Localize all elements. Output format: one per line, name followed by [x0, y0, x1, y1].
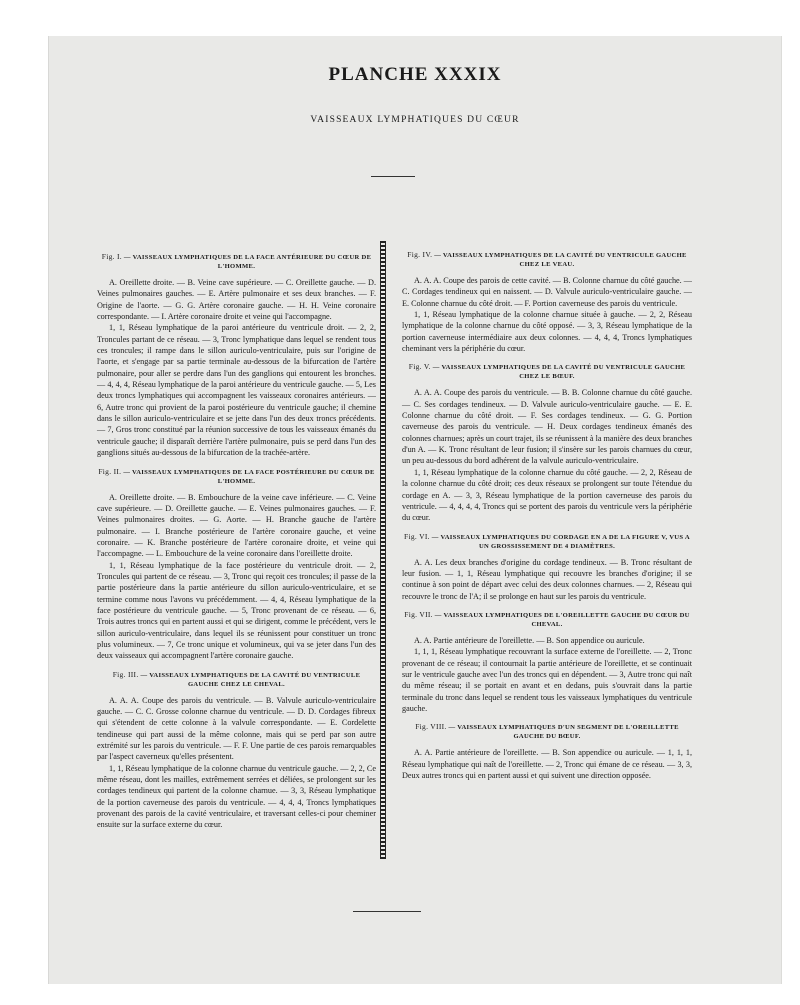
figure-section [97, 670, 376, 831]
figure-section [97, 252, 376, 459]
legend-paragraph: A. A. A. Coupe des parois du ventricule. — B. Valvule auriculo-ventriculaire gauche. — C. C. Grosse colonne charnue du ventricule. — D. D. Cordages fibreux qui s'étendent de cette colonne à la valvule correspondante. — E. Cordelette tendineuse qui part aussi de la même colonne, mais qui se perd par son autre extrémité sur les parois du ventricule. — F. F. Une partie de ces parois remarquables par l'aspect caverneux qu'elles présentent. [97, 695, 376, 762]
figure-title: — VAISSEAUX LYMPHATIQUES DE LA FACE POSTÉRIEURE DU CŒUR DE L'HOMME. [123, 468, 375, 485]
legend-paragraph: 1, 1, Réseau lymphatique de la face postérieure du ventricule droit. — 2, Troncules qui partent de ce réseau. — 3, Tronc qui reçoit ces troncules; il passe de la partie postérieure dans la partie antérieure du sillon auriculo-ventriculaire, et se termine comme nous l'avons vu précédemment. — 4, 4, Réseau lymphatique de la face postérieure du ventricule gauche. — 5, Tronc provenant de ce réseau. — 6, Trois autres troncs qui en partent aussi et qui se dirigent, comme le précédent, vers le sillon auriculo-ventriculaire, dans lequel ils se réunissent pour constituer un tronc plus volumineux. — 7, Ce tronc unique et volumineux, qui va se jeter dans l'un des deux vaisseaux qui accompagnent l'artère coronaire gauche. [97, 560, 376, 661]
figure-title: — VAISSEAUX LYMPHATIQUES DU CORDAGE EN A DE LA FIGURE V, VUS A UN GROSSISSEMENT DE 4 DIAMÈTRES. [431, 533, 690, 550]
figure-section [402, 250, 692, 354]
figure-number: Fig. VI. [404, 531, 430, 541]
legend-paragraph: 1, 1, Réseau lymphatique de la colonne charnue du ventricule gauche. — 2, 2, Ce même réseau, dont les mailles, extrêmement serrées et déliées, se prolongent sur les cordages tendineux qui partent de la colonne charnue. — 3, 3, Réseau lymphatique de la portion caverneuse des parois du ventricule. — 4, 4, 4, Troncs lymphatiques provenant des parois de la cavité ventriculaire, et traversant celles-ci pour cheminer ensuite sur la surface externe du cœur. [97, 763, 376, 830]
right-column [402, 244, 692, 789]
legend-paragraph: A. A. Partie antérieure de l'oreillette. — B. Son appendice ou auricule. — 1, 1, 1, Réseau lymphatique qui naît de l'oreillette. — 2, Tronc qui émane de ce réseau. — 3, 3, Deux autres troncs qui en partent aussi et qui suivent une direction opposée. [402, 748, 692, 780]
legend-paragraph: 1, 1, Réseau lymphatique de la paroi antérieure du ventricule droit. — 2, 2, Troncules partant de ce réseau. — 3, Tronc lymphatique dans lequel se rendent tous ces troncules; il rampe dans le sillon auriculo-ventriculaire, puis sur l'origine de l'aorte, et s'engage par sa partie terminale au-dessous de la bifurcation de l'artère pulmonaire, pour aller se perdre dans l'un des ganglions qui entourent les bronches. — 4, 4, 4, Réseau lymphatique de la paroi antérieure du ventricule gauche. — 5, Les deux troncs lymphatiques qui accompagnent les vaisseaux coronaires antérieurs. — 6, Autre tronc qui provient de la paroi postérieure du ventricule gauche; il chemine dans le sillon auriculo-ventriculaire et se jette dans l'un des deux troncs précédents. — 7, Gros tronc constitué par la réunion successive de tous les vaisseaux émanés du ventricule gauche; il disparaît derrière l'artère pulmonaire, puis se perd dans l'un des ganglions situés au-dessous de la bifurcation de la trachée-artère. [97, 323, 376, 458]
legend-paragraph: 1, 1, Réseau lymphatique de la colonne charnue du côté gauche. — 2, 2, Réseau de la colonne charnue du côté droit; ces deux réseaux se prolongent sur toute l'étendue du cordage en A. — 3, 3, Réseau lymphatique de la portion caverneuse des parois du ventricule. — 4, 4, 4, 4, Troncs qui se portent des parois du ventricule vers la périphérie du cœur. [402, 467, 692, 523]
legend-paragraph: 1, 1, Réseau lymphatique de la colonne charnue située à gauche. — 2, 2, Réseau lymphatique de la colonne charnue du côté opposé. — 3, 3, Réseau lymphatique de la portion caverneuse intermédiaire aux deux colonnes. — 4, 4, 4, Troncs lymphatiques cheminant vers la périphérie du cœur. [402, 310, 692, 354]
plate-sheet [48, 36, 782, 984]
legend-paragraph: A. A. Partie antérieure de l'oreillette. — B. Son appendice ou auricule. [414, 635, 645, 645]
legend-paragraph: A. A. A. Coupe des parois du ventricule. — B. B. Colonne charnue du côté gauche. — C. Ses cordages tendineux. — D. Valvule auriculo-ventriculaire gauche. — E. E. Colonne charnue du côté droit. — F. Ses cordages tendineux. — G. G. Portion caverneuse des parois du ventricule. — H. Deux cordages tendineux émanés des colonnes charnues; après un court trajet, ils se réunissent à la manière des deux branches d'un A. — K. Tronc résultant de leur fusion; il s'insère sur les parois charnues du cœur, un peu au-dessous du bord adhérent de la valvule auriculo-ventriculaire. [402, 388, 692, 466]
plate-subtitle: VAISSEAUX LYMPHATIQUES DU CŒUR [310, 115, 520, 125]
figure-title: — VAISSEAUX LYMPHATIQUES D'UN SEGMENT DE L'OREILLETTE GAUCHE DU BŒUF. [448, 724, 679, 741]
legend-paragraph: A. A. A. Coupe des parois de cette cavité. — B. Colonne charnue du côté gauche. — C. Cordages tendineux qui en naissent. — D. Valvule auriculo-ventriculaire gauche. — E. Colonne charnue du côté droit. — F. Portion caverneuse des parois du ventricule. [402, 276, 692, 308]
legend-paragraph: A. Oreillette droite. — B. Embouchure de la veine cave inférieure. — C. Veine cave supérieure. — D. Oreillette gauche. — E. Veines pulmonaires gauches. — F. Veines pulmonaires droites. — G. Aorte. — H. Branche gauche de l'artère pulmonaire. — I. Branche postérieure de l'artère coronaire gauche, et veine coronaire. — K. Branche postérieure de l'artère coronaire droite, et veine qui l'accompagne. — L. Embouchure de la veine coronaire dans l'oreillette droite. [97, 492, 376, 559]
figure-number: Fig. IV. [407, 250, 433, 259]
figure-title: — VAISSEAUX LYMPHATIQUES DE LA CAVITÉ DU VENTRICULE GAUCHE CHEZ LE BŒUF. [432, 364, 686, 381]
legend-paragraph: 1, 1, 1, Réseau lymphatique recouvrant la surface externe de l'oreillette. — 2, Tronc provenant de ce réseau; il contournait la partie antérieure de l'oreillette, et se continuait sur le ventricule gauche avec l'un des troncs qui en dépendent. — 3, Autre tronc qui naît du même réseau; il se portait en avant et en dedans, puis s'ouvrait dans la partie terminale du tronc dans lequel se rendent tous les vaisseaux lymphatiques du ventricule gauche. [402, 647, 692, 713]
figure-title: — VAISSEAUX LYMPHATIQUES DE L'OREILLETTE GAUCHE DU CŒUR DU CHEVAL. [434, 611, 690, 628]
plate-title: PLANCHE XXXIX [328, 64, 502, 85]
left-column [97, 246, 376, 839]
figure-heading [402, 722, 692, 741]
legend-paragraph: A. A. Les deux branches d'origine du cordage tendineux. — B. Tronc résultant de leur fusion. — 1, 1, Réseau lymphatique qui recouvre les branches d'origine; il se continue à son point de départ avec celui des deux colonnes charnues. — 2, Réseau qui recouvre le tronc de l'A; il se prolonge en haut sur les parois du ventricule. [402, 557, 692, 601]
figure-number: Fig. VII. [404, 609, 433, 619]
figure-number: Fig. VIII. [415, 722, 447, 732]
figure-heading [97, 252, 376, 271]
top-rule [371, 176, 415, 177]
figure-number: Fig. V. [408, 362, 431, 372]
figure-title: — VAISSEAUX LYMPHATIQUES DE LA CAVITÉ DU VENTRICULE GAUCHE CHEZ LE CHEVAL. [140, 671, 361, 688]
figure-number: Fig. II. [98, 466, 122, 476]
figure-number: Fig. I. [101, 252, 122, 261]
figure-section [97, 467, 376, 662]
figure-number: Fig. III. [112, 669, 139, 679]
bottom-rule [353, 911, 421, 912]
legend-paragraph: A. Oreillette droite. — B. Veine cave supérieure. — C. Oreillette gauche. — D. Veines pulmonaires gauches. — E. Artère pulmonaire et ses deux branches. — F. Origine de l'aorte. — G. G. Artère coronaire gauche. — H. H. Veine coronaire correspondante. — I. Artère coronaire droite et veine qui l'accompagne. [97, 278, 376, 322]
figure-heading [402, 250, 692, 269]
figure-section [402, 532, 692, 602]
figure-heading [97, 467, 376, 486]
figure-title: — VAISSEAUX LYMPHATIQUES DE LA CAVITÉ DU VENTRICULE GAUCHE CHEZ LE VEAU. [434, 252, 687, 268]
figure-title: — VAISSEAUX LYMPHATIQUES DE LA FACE ANTÉRIEURE DU CŒUR DE L'HOMME. [123, 254, 372, 270]
column-divider [380, 241, 386, 859]
figure-section [402, 362, 692, 523]
figure-heading [402, 610, 692, 629]
figure-heading [402, 362, 692, 381]
figure-heading [97, 670, 376, 689]
figure-heading [402, 532, 692, 551]
figure-section [402, 610, 692, 714]
figure-section [402, 722, 692, 781]
